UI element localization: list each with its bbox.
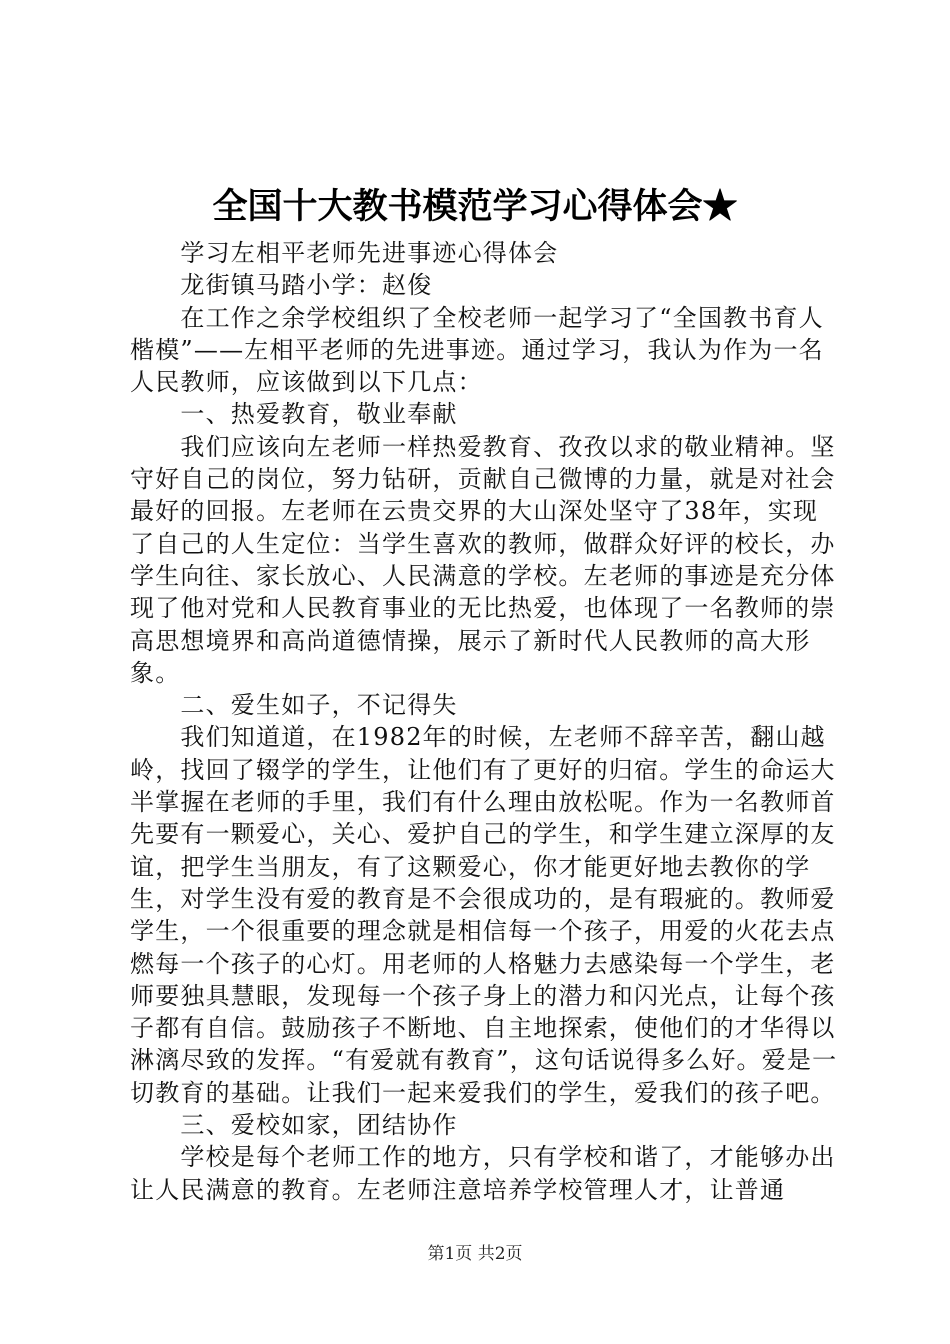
section-paragraph-1: 我们应该向左老师一样热爱教育、孜孜以求的敬业精神。坚守好自己的岗位，努力钻研，贡献自己微博的力量，就是对社会最好的回报。左老师在云贵交界的大山深处坚守了38年，实现了自己的人生定位：当学生喜欢的教师，做群众好评的校长，办学生向往、家长放心、人民满意的学校。左老师的事迹是充分体现了他对党和人民教育事业的无比热爱，也体现了一名教师的崇高思想境界和高尚道德情操，展示了新时代人民教师的高大形象。 <box>130 432 836 687</box>
section-heading-1: 一、热爱教育，敬业奉献 <box>180 400 458 429</box>
page-number-footer: 第1页 共2页 <box>427 1244 523 1264</box>
section-paragraph-3: 学校是每个老师工作的地方，只有学校和谐了，才能够办出让人民满意的教育。左老师注意培养学校管理人才，让普通 <box>130 1143 836 1204</box>
document-title: 全国十大教书模范学习心得体会★ <box>212 186 738 227</box>
section-heading-3: 三、爱校如家，团结协作 <box>180 1111 458 1140</box>
author-line: 龙街镇马踏小学：赵俊 <box>180 271 433 300</box>
intro-paragraph: 在工作之余学校组织了全校老师一起学习了“全国教书育人楷模”——左相平老师的先进事迹。通过学习，我认为作为一名人民教师，应该做到以下几点： <box>130 303 824 397</box>
document-body <box>130 237 842 1206</box>
section-paragraph-2: 我们知道道，在1982年的时候，左老师不辞辛苦，翻山越岭，找回了辍学的学生，让他们有了更好的归宿。学生的命运大半掌握在老师的手里，我们有什么理由放松呢。作为一名教师首先要有一颗爱心，关心、爱护自己的学生，和学生建立深厚的友谊，把学生当朋友，有了这颗爱心，你才能更好地去教你的学生，对学生没有爱的教育是不会很成功的，是有瑕疵的。教师爱学生，一个很重要的理念就是相信每一个孩子，用爱的火花去点燃每一个孩子的心灯。用老师的人格魅力去感染每一个学生，老师要独具慧眼，发现每一个孩子身上的潜力和闪光点，让每个孩子都有自信。鼓励孩子不断地、自主地探索，使他们的才华得以淋漓尽致的发挥。“有爱就有教育”，这句话说得多么好。爱是一切教育的基础。让我们一起来爱我们的学生，爱我们的孩子吧。 <box>130 723 838 1107</box>
article-subtitle: 学习左相平老师先进事迹心得体会 <box>180 239 559 267</box>
section-heading-2: 二、爱生如子，不记得失 <box>180 691 458 720</box>
